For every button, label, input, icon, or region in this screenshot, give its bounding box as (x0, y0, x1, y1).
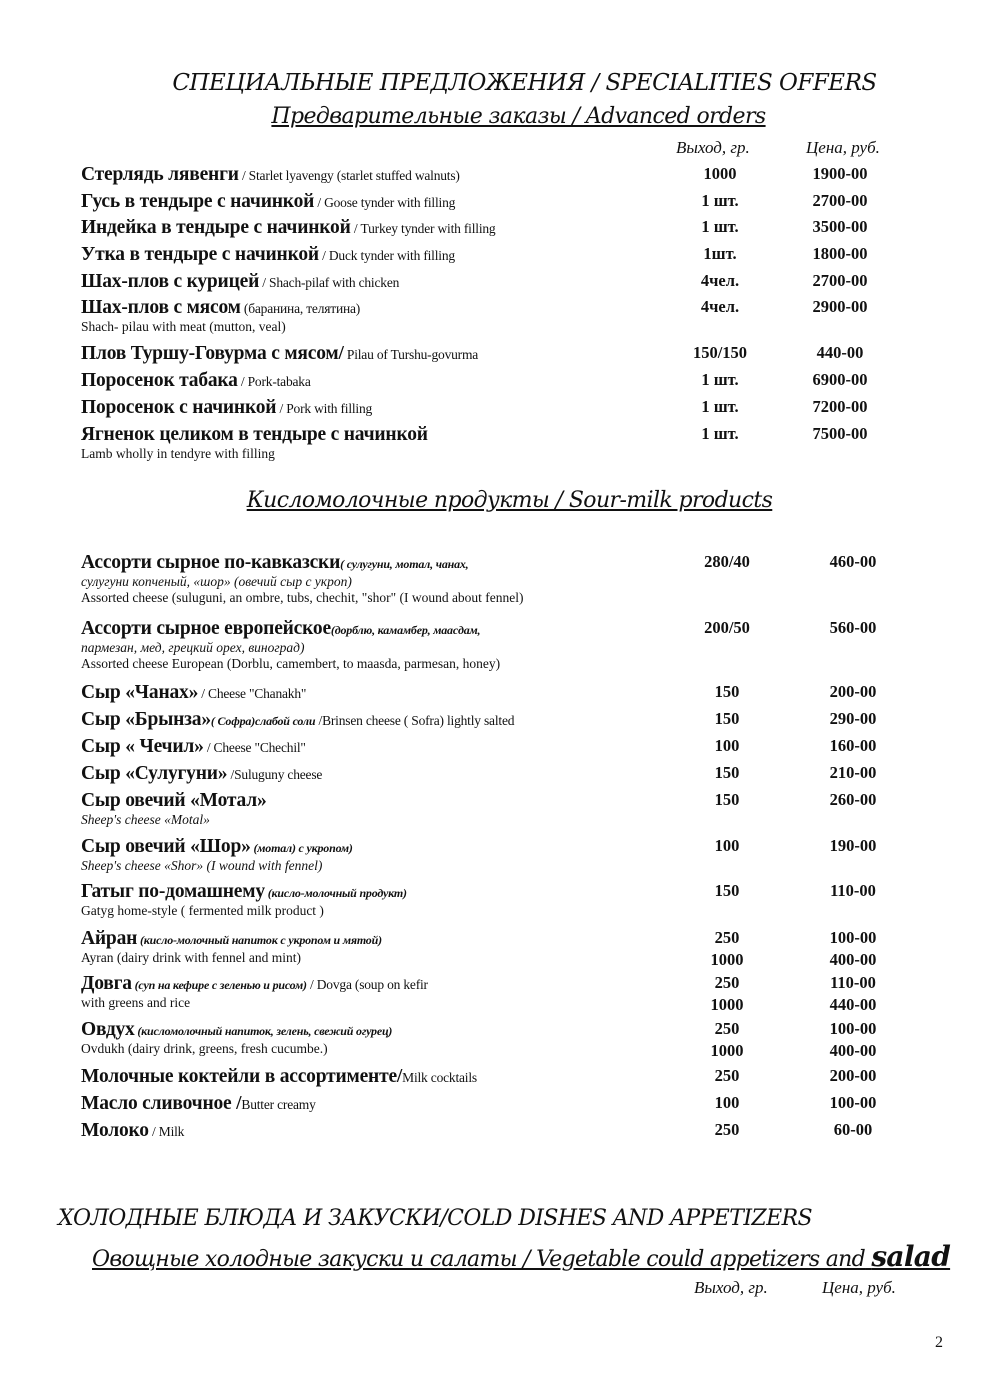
weight-column-header-2: Выход, гр. (694, 1278, 768, 1297)
menu-item-description: ( Софра)слабой соли (210, 714, 316, 728)
menu-item-name: Плов Туршу-Говурма с мясом/ (81, 343, 344, 364)
menu-item-weight: 1 шт. (701, 217, 739, 236)
menu-item-price: 100-00 (829, 1093, 877, 1112)
menu-item-price: 100-00 (829, 1019, 877, 1038)
menu-item-name: Поросенок с начинкой (81, 397, 277, 418)
menu-item-subtitle: сулугуни копченый, «шор» (овечий сыр с укроп) (81, 574, 352, 589)
menu-item (81, 736, 911, 758)
menu-item-english: Milk cocktails (402, 1070, 477, 1085)
menu-item (81, 1066, 911, 1088)
menu-item-weight-large: 1000 (710, 995, 744, 1014)
menu-item-name: Стерлядь лявенги (81, 164, 239, 185)
menu-item-price-large: 440-00 (829, 995, 877, 1014)
menu-item-name: Айран (81, 928, 138, 949)
menu-item-line (81, 881, 911, 903)
menu-item-name: Сыр « Чечил» (81, 736, 204, 757)
menu-item-name: Утка в тендыре с начинкой (81, 244, 319, 265)
menu-item-price: 7500-00 (812, 424, 868, 443)
menu-item-subtitle: Sheep's cheese «Motal» (81, 812, 210, 827)
menu-item-price: 2700-00 (812, 271, 868, 290)
menu-item-translation: Gatyg home-style ( fermented milk product ) (81, 903, 324, 918)
menu-item-price: 110-00 (830, 973, 876, 992)
menu-item-name: Сыр овечий «Мотал» (81, 790, 267, 811)
menu-item-translation: Assorted cheese European (Dorblu, camembert, to maasda, parmesan, honey) (81, 656, 501, 671)
menu-item-english: / Milk (148, 1124, 185, 1139)
menu-item-name: Ассорти сырное по-кавказски (81, 552, 341, 573)
menu-item (81, 424, 911, 462)
menu-item (81, 244, 911, 266)
menu-item-name: Сыр «Сулугуни» (81, 763, 228, 784)
menu-item-weight: 1 шт. (701, 191, 739, 210)
menu-item-line (81, 343, 911, 365)
menu-item-weight: 250 (714, 1066, 740, 1085)
menu-item-price: 290-00 (829, 709, 877, 728)
menu-item-price: 210-00 (829, 763, 877, 782)
menu-item (81, 709, 911, 731)
menu-item-line (81, 297, 911, 319)
menu-item-price: 110-00 (830, 881, 876, 900)
advanced-orders-title: Предварительные заказы / Advanced orders (271, 104, 766, 129)
price-column-header: Цена, руб. (806, 138, 880, 157)
menu-item-weight: 150/150 (692, 343, 748, 362)
menu-item-weight: 4чел. (700, 271, 740, 290)
menu-item-price: 6900-00 (812, 370, 868, 389)
menu-item-translation: Assorted cheese (suluguni, an ombre, tubs, chechit, "shor" (I wound about fennel) (81, 590, 524, 605)
menu-item-price: 160-00 (829, 736, 877, 755)
menu-item-name: Гатыг по-домашнему (81, 881, 265, 902)
menu-item-weight: 1шт. (703, 244, 737, 263)
price-column-header-2: Цена, руб. (822, 1278, 896, 1297)
menu-item-price: 3500-00 (812, 217, 868, 236)
menu-item-name: Шах-плов с мясом (81, 297, 241, 318)
menu-item-line (81, 244, 911, 266)
menu-item-name: Поросенок табака (81, 370, 238, 391)
sour-milk-title: Кисломолочные продукты / Sour-milk products (246, 488, 773, 513)
menu-item-line (81, 836, 911, 858)
menu-item-weight: 250 (714, 1120, 740, 1139)
menu-item-english: Pilau of Turshu-govurma (343, 347, 479, 362)
menu-item-price: 560-00 (829, 618, 877, 637)
menu-item-line (81, 618, 911, 640)
menu-item-description: (кисло-молочный напиток с укропом и мятой) (137, 933, 382, 947)
menu-item-line (81, 1066, 911, 1088)
menu-item-price: 60-00 (833, 1120, 873, 1139)
menu-item (81, 790, 911, 828)
menu-item-english: / Dovga (soup on kefir (306, 977, 428, 992)
menu-item-price: 100-00 (829, 928, 877, 947)
menu-item-price-large: 400-00 (829, 1041, 877, 1060)
menu-item-weight: 250 (714, 928, 740, 947)
menu-item-name: Сыр «Брынза» (81, 709, 211, 730)
cold-dishes-title: ХОЛОДНЫЕ БЛЮДА И ЗАКУСКИ/COLD DISHES AND APPETIZERS (58, 1206, 812, 1231)
menu-item-line (81, 973, 911, 995)
menu-item-line (81, 928, 911, 950)
menu-item-english: / Starlet lyavengy (starlet stuffed walnuts) (238, 168, 460, 183)
menu-item-english: / Cheese "Chechil" (203, 740, 306, 755)
menu-item-weight: 100 (714, 1093, 740, 1112)
menu-item (81, 370, 911, 392)
menu-item-line (81, 736, 911, 758)
menu-item-name: Шах-плов с курицей (81, 271, 260, 292)
page-number: 2 (935, 1334, 943, 1351)
menu-item (81, 836, 911, 874)
menu-item (81, 271, 911, 293)
menu-item-line (81, 397, 911, 419)
menu-item-english: / Duck tynder with filling (318, 248, 455, 263)
menu-item (81, 1019, 911, 1057)
menu-item-translation: Ayran (dairy drink with fennel and mint) (81, 950, 301, 965)
menu-item-name: Сыр «Чанах» (81, 682, 199, 703)
menu-item-description: (суп на кефире с зеленью и рисом) (131, 978, 307, 992)
menu-item-weight: 150 (714, 709, 740, 728)
menu-item-name: Индейка в тендыре с начинкой (81, 217, 351, 238)
menu-item-description: (мотал) с укропом) (250, 841, 353, 855)
menu-item-name: Ассорти сырное европейское (81, 618, 331, 639)
menu-item-translation: with greens and rice (81, 995, 191, 1010)
menu-item-description: (кисло-молочный продукт) (264, 886, 407, 900)
menu-item-weight: 1000 (703, 164, 737, 183)
menu-item-english: / Pork-tabaka (237, 374, 311, 389)
menu-item-english: Butter creamy (241, 1097, 316, 1112)
menu-item (81, 682, 911, 704)
menu-item (81, 552, 911, 606)
menu-item (81, 297, 911, 335)
menu-item-weight: 250 (714, 973, 740, 992)
menu-item-name: Сыр овечий «Шор» (81, 836, 251, 857)
menu-item-line (81, 790, 911, 812)
menu-item-price: 2700-00 (812, 191, 868, 210)
menu-item-weight-large: 1000 (710, 950, 744, 969)
menu-item-line (81, 1093, 911, 1115)
vegetable-appetizers-title: Овощные холодные закуски и салаты / Vegetable could appetizers and salad (92, 1240, 951, 1273)
menu-item-price: 440-00 (816, 343, 864, 362)
menu-item-line (81, 164, 911, 186)
menu-item-weight: 150 (714, 881, 740, 900)
menu-item (81, 217, 911, 239)
menu-item-line (81, 1120, 911, 1142)
menu-item-price: 7200-00 (812, 397, 868, 416)
menu-item-subtitle: пармезан, мед, грецкий орех, виноград) (81, 640, 305, 655)
menu-item (81, 618, 911, 672)
menu-item-translation: Lamb wholly in tendyre with filling (81, 446, 275, 461)
menu-item (81, 397, 911, 419)
menu-item-price: 2900-00 (812, 297, 868, 316)
menu-item-line (81, 424, 911, 446)
menu-item-name: Овдух (81, 1019, 135, 1040)
menu-item (81, 1093, 911, 1115)
menu-item-name: Масло сливочное / (81, 1093, 242, 1114)
menu-item-price-large: 400-00 (829, 950, 877, 969)
menu-item-price: 260-00 (829, 790, 877, 809)
menu-item-translation: Ovdukh (dairy drink, greens, fresh cucumbe.) (81, 1041, 328, 1056)
menu-item-price: 1800-00 (812, 244, 868, 263)
menu-item-weight: 1 шт. (701, 370, 739, 389)
menu-item-price: 200-00 (829, 682, 877, 701)
menu-item (81, 1120, 911, 1142)
menu-item-name: Молочные коктейли в ассортименте/ (81, 1066, 403, 1087)
menu-item-english: / Goose tynder with filling (314, 195, 456, 210)
menu-item (81, 973, 911, 1011)
menu-item-english: / Pork with filling (276, 401, 373, 416)
menu-item-line (81, 682, 911, 704)
menu-item-weight: 1 шт. (701, 397, 739, 416)
menu-item-price: 1900-00 (812, 164, 868, 183)
menu-item-english: /Brinsen cheese ( Sofra) lightly salted (315, 713, 515, 728)
menu-item-english: / Cheese "Chanakh" (198, 686, 307, 701)
menu-item-english: / Shach-pilaf with chicken (259, 275, 400, 290)
menu-item-translation: Shach- pilau with meat (mutton, veal) (81, 319, 286, 334)
menu-item (81, 881, 911, 919)
menu-item-weight: 280/40 (704, 552, 750, 571)
menu-item-line (81, 271, 911, 293)
menu-item-name: Гусь в тендыре с начинкой (81, 191, 315, 212)
menu-item-description: (кисломолочный напиток, зелень, свежий огурец) (134, 1024, 393, 1038)
menu-item-weight: 100 (714, 836, 740, 855)
menu-item-line (81, 709, 911, 731)
menu-item-weight: 150 (714, 790, 740, 809)
weight-column-header: Выход, гр. (676, 138, 750, 157)
menu-item-weight: 150 (714, 763, 740, 782)
specialities-title: СПЕЦИАЛЬНЫЕ ПРЕДЛОЖЕНИЯ / SPECIALITIES OFFERS (172, 70, 877, 96)
menu-item-line (81, 370, 911, 392)
menu-item-english: /Suluguny cheese (227, 767, 323, 782)
menu-item (81, 928, 911, 966)
menu-item (81, 191, 911, 213)
menu-item-line (81, 1019, 911, 1041)
menu-item-line (81, 191, 911, 213)
menu-item (81, 164, 911, 186)
menu-item-line (81, 217, 911, 239)
menu-item-english: (баранина, телятина) (240, 301, 361, 316)
menu-item-weight: 1 шт. (701, 424, 739, 443)
menu-item-description: (дорблю, камамбер, маасдам, (330, 623, 481, 637)
menu-item-line (81, 552, 911, 574)
menu-item-price: 200-00 (829, 1066, 877, 1085)
menu-item-weight: 150 (714, 682, 740, 701)
menu-item-weight: 200/50 (704, 618, 750, 637)
menu-item-name: Довга (81, 973, 132, 994)
menu-item (81, 763, 911, 785)
menu-item-weight: 4чел. (700, 297, 740, 316)
menu-item-english: / Turkey tynder with filling (350, 221, 496, 236)
menu-item-subtitle: Sheep's cheese «Shor» (I wound with fennel) (81, 858, 323, 873)
menu-item-name: Молоко (81, 1120, 149, 1141)
menu-item-name: Ягненок целиком в тендыре с начинкой (81, 424, 428, 445)
menu-item-line (81, 763, 911, 785)
menu-item-weight-large: 1000 (710, 1041, 744, 1060)
menu-item-description: ( сулугуни, мотал, чанах, (340, 557, 469, 571)
menu-item (81, 343, 911, 365)
menu-item-weight: 100 (714, 736, 740, 755)
menu-item-price: 190-00 (829, 836, 877, 855)
menu-item-price: 460-00 (829, 552, 877, 571)
menu-item-weight: 250 (714, 1019, 740, 1038)
